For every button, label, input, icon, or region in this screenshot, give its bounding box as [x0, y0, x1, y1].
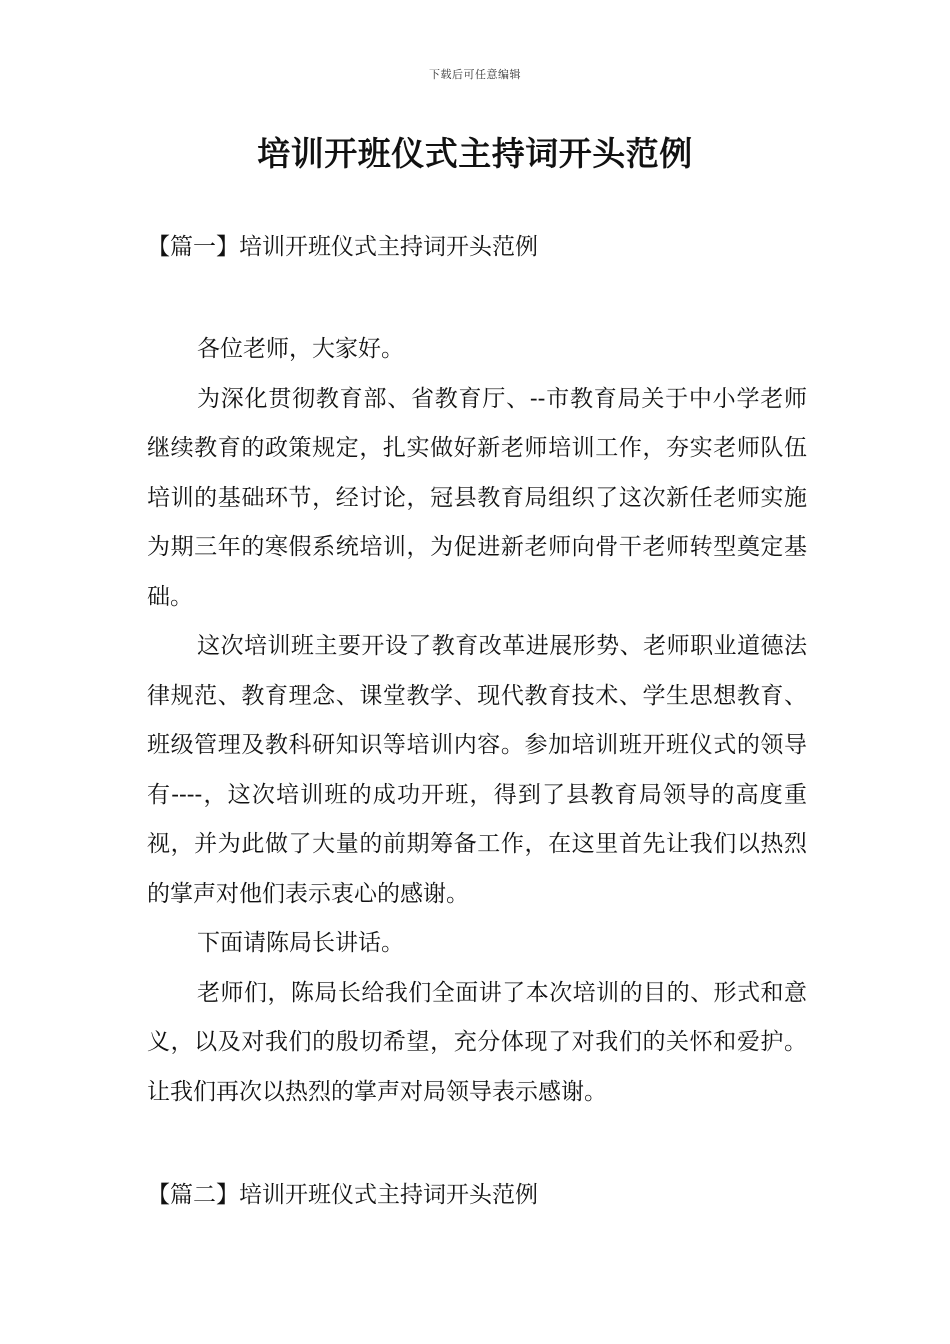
section-heading-1: 【篇一】培训开班仪式主持词开头范例 [147, 234, 538, 260]
document-body [147, 325, 807, 1117]
section-heading-2: 【篇二】培训开班仪式主持词开头范例 [147, 1182, 538, 1208]
page-header-note: 下载后可任意编辑 [429, 68, 521, 81]
paragraph-speech-invite: 下面请陈局长讲话。 [197, 930, 404, 956]
paragraph-closing: 老师们，陈局长给我们全面讲了本次培训的目的、形式和意义，以及对我们的殷切希望，充分体现了对我们的关怀和爱护。让我们再次以热烈的掌声对局领导表示感谢。 [147, 979, 807, 1105]
document-title: 培训开班仪式主持词开头范例 [257, 134, 693, 173]
paragraph-greeting: 各位老师，大家好。 [197, 336, 404, 362]
paragraph-content: 这次培训班主要开设了教育改革进展形势、老师职业道德法律规范、教育理念、课堂教学、现代教育技术、学生思想教育、班级管理及教科研知识等培训内容。参加培训班开班仪式的领导有----，这次培训班的成功开班，得到了县教育局领导的高度重视，并为此做了大量的前期筹备工作，在这里首先让我们以热烈的掌声对他们表示衷心的感谢。 [147, 633, 807, 907]
paragraph-background: 为深化贯彻教育部、省教育厅、--市教育局关于中小学老师继续教育的政策规定，扎实做好新老师培训工作，夯实老师队伍培训的基础环节，经讨论，冠县教育局组织了这次新任老师实施为期三年的寒假系统培训，为促进新老师向骨干老师转型奠定基础。 [147, 385, 807, 610]
